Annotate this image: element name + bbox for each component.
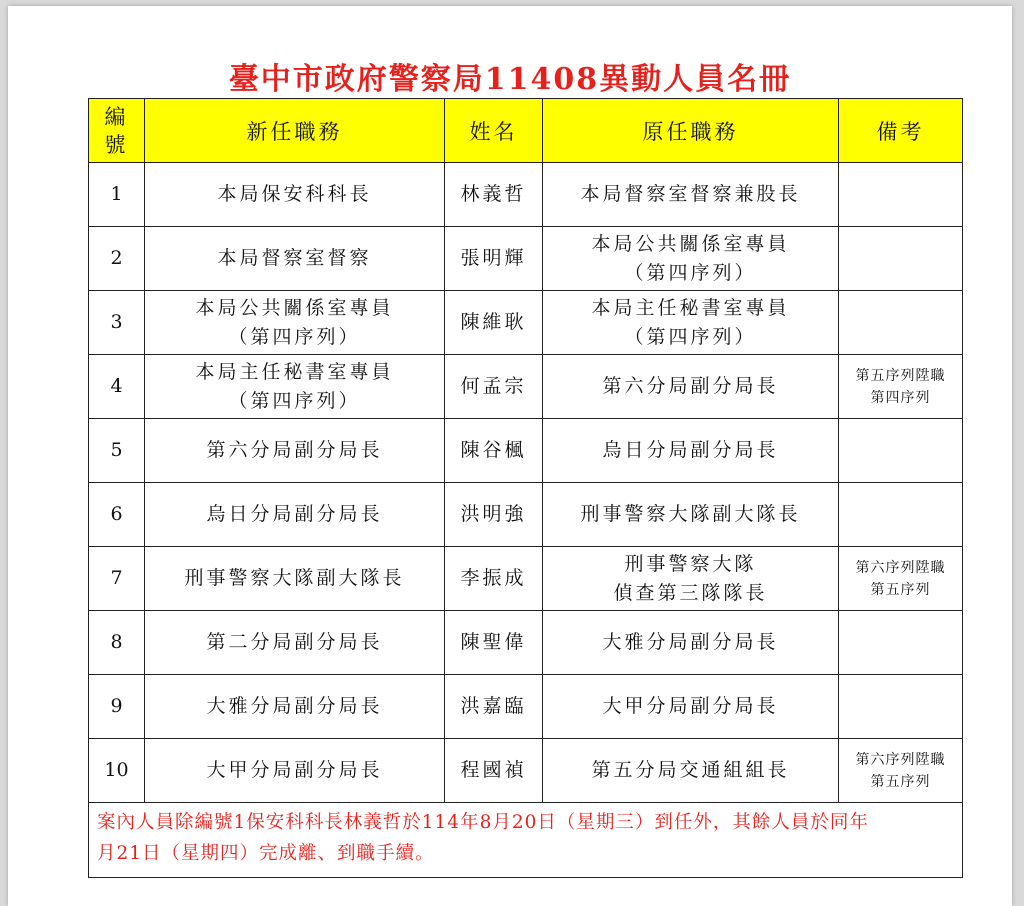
row-old-post-line: （第四序列） <box>624 325 757 348</box>
row-note-line: 第六序列陞職 <box>855 559 946 576</box>
row-name: 張明輝 <box>445 227 543 291</box>
row-new-post-line: （第四序列） <box>228 325 361 348</box>
row-name: 林義哲 <box>445 163 543 227</box>
row-new-post-line: （第四序列） <box>228 389 361 412</box>
row-note <box>839 355 963 419</box>
header-old-post: 原任職務 <box>543 99 839 163</box>
document-page <box>8 6 1012 906</box>
row-note <box>839 483 963 547</box>
row-new-post-line: 第六分局副分局長 <box>206 439 383 461</box>
row-name: 李振成 <box>445 547 543 611</box>
row-old-post <box>543 291 839 355</box>
row-note <box>839 739 963 803</box>
row-new-post-line: 大甲分局副分局長 <box>206 759 383 781</box>
table-row <box>89 547 963 611</box>
row-number: 6 <box>89 483 145 547</box>
row-new-post-line: 烏日分局副分局長 <box>206 503 383 525</box>
row-new-post <box>145 611 445 675</box>
row-old-post <box>543 163 839 227</box>
row-old-post-line: 第六分局副分局長 <box>602 375 779 397</box>
row-new-post <box>145 419 445 483</box>
row-old-post-line: 大雅分局副分局長 <box>602 631 779 653</box>
row-number: 5 <box>89 419 145 483</box>
row-number: 4 <box>89 355 145 419</box>
header-new-post: 新任職務 <box>145 99 445 163</box>
table-row <box>89 739 963 803</box>
row-old-post-line: 第五分局交通組組長 <box>591 759 790 781</box>
row-new-post-line: 刑事警察大隊副大隊長 <box>184 567 405 589</box>
row-name: 程國禎 <box>445 739 543 803</box>
row-old-post-line: 大甲分局副分局長 <box>602 695 779 717</box>
row-old-post <box>543 483 839 547</box>
row-note <box>839 547 963 611</box>
row-old-post-line: 刑事警察大隊副大隊長 <box>580 503 801 525</box>
table-row <box>89 611 963 675</box>
row-new-post <box>145 547 445 611</box>
header-note: 備考 <box>839 99 963 163</box>
row-number: 9 <box>89 675 145 739</box>
row-name: 洪明強 <box>445 483 543 547</box>
row-note <box>839 419 963 483</box>
row-note-line: 第五序列 <box>870 581 931 598</box>
row-new-post-line: 本局主任秘書室專員 <box>195 360 394 383</box>
row-old-post-line: 本局督察室督察兼股長 <box>580 183 801 205</box>
footer-row <box>89 803 963 878</box>
header-name: 姓名 <box>445 99 543 163</box>
row-name: 陳谷楓 <box>445 419 543 483</box>
row-number: 8 <box>89 611 145 675</box>
row-new-post <box>145 163 445 227</box>
table-row <box>89 163 963 227</box>
row-note-line: 第五序列 <box>870 773 931 790</box>
row-new-post-line: 第二分局副分局長 <box>206 631 383 653</box>
row-note <box>839 163 963 227</box>
row-old-post <box>543 675 839 739</box>
row-new-post-line: 本局保安科科長 <box>217 183 372 205</box>
table-row <box>89 419 963 483</box>
row-number: 7 <box>89 547 145 611</box>
row-note <box>839 227 963 291</box>
row-old-post <box>543 227 839 291</box>
row-old-post-line: （第四序列） <box>624 261 757 284</box>
row-note-line: 第六序列陞職 <box>855 751 946 768</box>
row-number: 1 <box>89 163 145 227</box>
row-name: 洪嘉臨 <box>445 675 543 739</box>
row-new-post-line: 大雅分局副分局長 <box>206 695 383 717</box>
row-number: 2 <box>89 227 145 291</box>
row-new-post <box>145 675 445 739</box>
row-note <box>839 611 963 675</box>
row-old-post <box>543 547 839 611</box>
row-new-post <box>145 483 445 547</box>
row-old-post <box>543 355 839 419</box>
row-old-post <box>543 739 839 803</box>
row-number: 3 <box>89 291 145 355</box>
table-header-row <box>89 99 963 163</box>
document-title: 臺中市政府警察局11408異動人員名冊 <box>228 62 792 97</box>
table-row <box>89 291 963 355</box>
row-note-line: 第四序列 <box>870 389 931 406</box>
row-new-post <box>145 355 445 419</box>
row-name: 陳維耿 <box>445 291 543 355</box>
row-new-post-line: 本局公共關係室專員 <box>195 296 394 319</box>
table-row <box>89 483 963 547</box>
row-new-post-line: 本局督察室督察 <box>217 247 372 269</box>
row-old-post-line: 本局主任秘書室專員 <box>591 296 790 319</box>
row-old-post <box>543 419 839 483</box>
personnel-table <box>88 98 963 878</box>
row-old-post-line: 烏日分局副分局長 <box>602 439 779 461</box>
row-old-post-line: 刑事警察大隊 <box>624 552 757 575</box>
row-new-post <box>145 739 445 803</box>
footer-note: 案內人員除編號1保安科科長林義哲於114年8月20日（星期三）到任外，其餘人員於同年 月21日（星期四）完成離、到職手續。 <box>89 803 963 878</box>
row-note <box>839 675 963 739</box>
table-row <box>89 355 963 419</box>
row-number: 10 <box>89 739 145 803</box>
table-row <box>89 675 963 739</box>
row-new-post <box>145 291 445 355</box>
row-name: 陳聖偉 <box>445 611 543 675</box>
row-note-line: 第五序列陞職 <box>855 367 946 384</box>
row-old-post-line: 偵查第三隊隊長 <box>613 581 768 604</box>
row-new-post <box>145 227 445 291</box>
row-old-post <box>543 611 839 675</box>
table-row <box>89 227 963 291</box>
row-name: 何孟宗 <box>445 355 543 419</box>
header-number: 編 號 <box>89 99 145 163</box>
row-old-post-line: 本局公共關係室專員 <box>591 232 790 255</box>
row-note <box>839 291 963 355</box>
